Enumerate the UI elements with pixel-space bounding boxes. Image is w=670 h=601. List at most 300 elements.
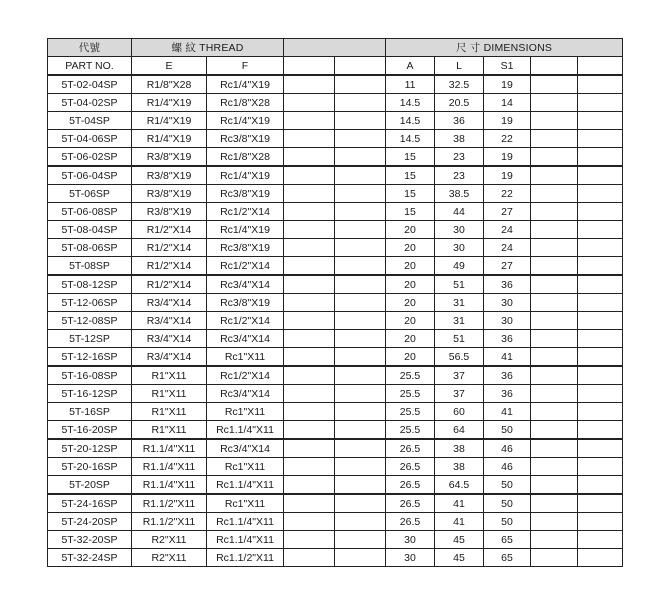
table-row [48,330,623,348]
table-row [48,385,623,403]
blank-cell [284,112,335,130]
blank-cell [578,221,623,239]
dim-a-cell: 30 [386,531,435,549]
blank-cell [335,403,386,421]
part-no-cell: 5T-16-20SP [48,421,132,440]
blank-cell [578,185,623,203]
thread-e-cell: R3/8"X19 [132,166,207,185]
blank-cell [335,439,386,458]
part-no-cell: 5T-08-06SP [48,239,132,257]
blank-cell [284,275,335,294]
dim-l-cell: 51 [435,330,484,348]
dim-a-cell: 25.5 [386,421,435,440]
part-no-cell: 5T-02-04SP [48,75,132,94]
thread-e-cell: R1/2"X14 [132,239,207,257]
f-header: F [207,57,284,76]
blank-cell [284,185,335,203]
dim-s1-cell: 24 [484,239,531,257]
blank-cell [335,75,386,94]
blank-cell [284,458,335,476]
thread-e-cell: R1.1/2"X11 [132,494,207,513]
table-row [48,275,623,294]
blank-cell [578,239,623,257]
blank-cell [578,476,623,495]
part-no-cell: 5T-20-12SP [48,439,132,458]
thread-f-cell: Rc1.1/4"X11 [207,531,284,549]
dim-l-cell: 64.5 [435,476,484,495]
dim-a-cell: 26.5 [386,494,435,513]
dim-a-cell: 20 [386,348,435,367]
dim-l-cell: 37 [435,385,484,403]
part-no-cell: 5T-12-06SP [48,294,132,312]
a-header: A [386,57,435,76]
dim-s1-cell: 41 [484,403,531,421]
thread-e-cell: R1"X11 [132,403,207,421]
dim-a-cell: 14.5 [386,130,435,148]
thread-e-cell: R1.1/4"X11 [132,439,207,458]
blank-cell [578,366,623,385]
part-no-header: PART NO. [48,57,132,76]
thread-e-cell: R1"X11 [132,385,207,403]
dim-l-cell: 45 [435,531,484,549]
table-row [48,531,623,549]
dim-s1-cell: 41 [484,348,531,367]
thread-f-cell: Rc3/8"X19 [207,130,284,148]
dim-a-cell: 25.5 [386,366,435,385]
blank-cell [284,203,335,221]
dim-s1-cell: 36 [484,275,531,294]
dim-s1-cell: 36 [484,330,531,348]
blank-cell [531,294,578,312]
dim-l-cell: 23 [435,148,484,167]
thread-e-cell: R2"X11 [132,531,207,549]
table-row [48,312,623,330]
blank-cell [335,221,386,239]
thread-e-cell: R1.1/2"X11 [132,513,207,531]
blank-cell [335,476,386,495]
thread-e-cell: R1/8"X28 [132,75,207,94]
blank-cell [531,385,578,403]
dim-a-cell: 15 [386,203,435,221]
header-row-1 [48,39,623,57]
table-row [48,403,623,421]
thread-f-cell: Rc1"X11 [207,494,284,513]
blank-cell [578,275,623,294]
dim-a-cell: 14.5 [386,112,435,130]
blank-cell [284,348,335,367]
blank-header-cell [284,57,335,76]
dim-s1-cell: 14 [484,94,531,112]
table-row [48,112,623,130]
blank-cell [531,531,578,549]
dim-s1-cell: 36 [484,385,531,403]
dim-l-cell: 36 [435,112,484,130]
dim-a-cell: 11 [386,75,435,94]
blank-cell [335,549,386,567]
dim-s1-cell: 36 [484,366,531,385]
thread-f-cell: Rc1/8"X28 [207,148,284,167]
part-no-cell: 5T-12-16SP [48,348,132,367]
thread-f-cell: Rc1"X11 [207,403,284,421]
table-row [48,148,623,167]
blank-cell [531,330,578,348]
dim-l-cell: 31 [435,294,484,312]
blank-cell [284,94,335,112]
table-row [48,130,623,148]
blank-cell [531,185,578,203]
dim-s1-cell: 19 [484,148,531,167]
blank-cell [531,203,578,221]
part-header-cn: 代號 [48,39,132,57]
dim-s1-cell: 27 [484,203,531,221]
blank-cell [335,348,386,367]
thread-e-cell: R1/2"X14 [132,275,207,294]
thread-f-cell: Rc3/8"X19 [207,294,284,312]
thread-f-cell: Rc1.1/4"X11 [207,476,284,495]
part-no-cell: 5T-08SP [48,257,132,276]
blank-cell [531,439,578,458]
dim-s1-cell: 50 [484,476,531,495]
blank-cell [284,294,335,312]
dim-a-cell: 20 [386,221,435,239]
blank-cell [531,312,578,330]
dim-a-cell: 20 [386,275,435,294]
dim-s1-cell: 30 [484,294,531,312]
blank-cell [335,148,386,167]
blank-cell [284,330,335,348]
thread-e-cell: R3/4"X14 [132,312,207,330]
part-no-cell: 5T-16-08SP [48,366,132,385]
blank-cell [531,403,578,421]
blank-cell [531,476,578,495]
dim-l-cell: 44 [435,203,484,221]
thread-f-cell: Rc3/4"X14 [207,275,284,294]
blank-cell [284,312,335,330]
blank-cell [578,330,623,348]
blank-cell [578,166,623,185]
dim-a-cell: 20 [386,294,435,312]
thread-e-cell: R3/8"X19 [132,185,207,203]
blank-cell [578,257,623,276]
blank-cell [531,239,578,257]
dim-a-cell: 26.5 [386,513,435,531]
blank-cell [335,312,386,330]
part-no-cell: 5T-04-02SP [48,94,132,112]
dim-a-cell: 14.5 [386,94,435,112]
blank-cell [578,439,623,458]
dim-a-cell: 25.5 [386,385,435,403]
part-no-cell: 5T-16SP [48,403,132,421]
dim-a-cell: 15 [386,166,435,185]
blank-cell [531,148,578,167]
blank-cell [284,494,335,513]
dim-a-cell: 20 [386,239,435,257]
blank-header-cell [578,57,623,76]
part-no-cell: 5T-12-08SP [48,312,132,330]
table-row [48,203,623,221]
table-row [48,549,623,567]
thread-f-cell: Rc1/8"X28 [207,94,284,112]
thread-f-cell: Rc1/4"X19 [207,112,284,130]
part-no-cell: 5T-04-06SP [48,130,132,148]
blank-cell [531,366,578,385]
dim-s1-cell: 50 [484,513,531,531]
dim-l-cell: 38.5 [435,185,484,203]
thread-f-cell: Rc3/8"X19 [207,239,284,257]
thread-e-cell: R1/2"X14 [132,257,207,276]
dim-s1-cell: 19 [484,112,531,130]
blank-cell [335,94,386,112]
thread-f-cell: Rc1/2"X14 [207,203,284,221]
dim-l-cell: 31 [435,312,484,330]
table-row [48,221,623,239]
dim-s1-cell: 30 [484,312,531,330]
thread-f-cell: Rc1.1/4"X11 [207,513,284,531]
dim-l-cell: 49 [435,257,484,276]
blank-cell [531,257,578,276]
blank-cell [531,275,578,294]
dim-l-cell: 23 [435,166,484,185]
dim-s1-cell: 27 [484,257,531,276]
blank-cell [578,385,623,403]
dim-l-cell: 51 [435,275,484,294]
table-row [48,494,623,513]
blank-cell [531,75,578,94]
blank-cell [284,439,335,458]
blank-cell [335,130,386,148]
part-no-cell: 5T-06SP [48,185,132,203]
blank-cell [284,366,335,385]
dim-l-cell: 30 [435,239,484,257]
part-no-cell: 5T-08-12SP [48,275,132,294]
blank-cell [531,130,578,148]
table-row [48,185,623,203]
blank-cell [284,549,335,567]
blank-cell [284,221,335,239]
blank-cell [531,112,578,130]
blank-header-cell [335,57,386,76]
blank-cell [284,403,335,421]
blank-cell [531,94,578,112]
thread-f-cell: Rc1/2"X14 [207,312,284,330]
blank-cell [284,257,335,276]
blank-cell [578,513,623,531]
table-row [48,239,623,257]
s1-header: S1 [484,57,531,76]
dim-a-cell: 30 [386,549,435,567]
blank-cell [335,366,386,385]
thread-e-cell: R3/8"X19 [132,148,207,167]
blank-cell [284,421,335,440]
dim-s1-cell: 19 [484,75,531,94]
blank-cell [335,385,386,403]
blank-cell [531,549,578,567]
table-row [48,294,623,312]
part-no-cell: 5T-08-04SP [48,221,132,239]
blank-cell [335,294,386,312]
thread-f-cell: Rc1"X11 [207,458,284,476]
part-no-cell: 5T-32-24SP [48,549,132,567]
table-row [48,513,623,531]
dim-a-cell: 20 [386,312,435,330]
thread-f-cell: Rc1/4"X19 [207,221,284,239]
thread-f-cell: Rc3/4"X14 [207,439,284,458]
thread-e-cell: R1/4"X19 [132,112,207,130]
part-no-cell: 5T-32-20SP [48,531,132,549]
blank-cell [284,166,335,185]
thread-e-cell: R3/4"X14 [132,348,207,367]
dim-a-cell: 15 [386,185,435,203]
dim-a-cell: 26.5 [386,476,435,495]
dim-s1-cell: 65 [484,531,531,549]
thread-e-cell: R1.1/4"X11 [132,458,207,476]
blank-cell [531,348,578,367]
dim-l-cell: 20.5 [435,94,484,112]
dim-s1-cell: 46 [484,458,531,476]
dim-l-cell: 37 [435,366,484,385]
dim-l-cell: 38 [435,458,484,476]
blank-cell [284,148,335,167]
blank-cell [335,513,386,531]
dimensions-table [47,38,623,567]
dim-l-cell: 30 [435,221,484,239]
thread-e-cell: R3/4"X14 [132,330,207,348]
blank-header-cell [531,57,578,76]
part-no-cell: 5T-20-16SP [48,458,132,476]
part-no-cell: 5T-04SP [48,112,132,130]
blank-cell [578,203,623,221]
part-no-cell: 5T-16-12SP [48,385,132,403]
l-header: L [435,57,484,76]
dim-a-cell: 20 [386,330,435,348]
dim-s1-cell: 46 [484,439,531,458]
thread-e-cell: R1"X11 [132,421,207,440]
blank-cell [578,549,623,567]
blank-cell [578,312,623,330]
blank-cell [578,294,623,312]
blank-cell [284,130,335,148]
blank-cell [531,421,578,440]
blank-cell [531,221,578,239]
e-header: E [132,57,207,76]
thread-f-cell: Rc1.1/4"X11 [207,421,284,440]
dim-s1-cell: 22 [484,185,531,203]
part-no-cell: 5T-06-02SP [48,148,132,167]
table-row [48,476,623,495]
dim-a-cell: 26.5 [386,458,435,476]
blank-cell [578,421,623,440]
thread-header: 螺 紋 THREAD [132,39,284,57]
part-no-cell: 5T-06-04SP [48,166,132,185]
blank-cell [335,257,386,276]
thread-e-cell: R1"X11 [132,366,207,385]
table-row [48,421,623,440]
dim-s1-cell: 22 [484,130,531,148]
dim-s1-cell: 65 [484,549,531,567]
blank-cell [578,348,623,367]
dim-l-cell: 32.5 [435,75,484,94]
dim-a-cell: 15 [386,148,435,167]
blank-cell [531,458,578,476]
blank-cell [335,203,386,221]
blank-cell [284,385,335,403]
blank-cell [335,112,386,130]
dim-l-cell: 56.5 [435,348,484,367]
blank-cell [578,112,623,130]
blank-cell [578,94,623,112]
thread-f-cell: Rc3/4"X14 [207,330,284,348]
thread-f-cell: Rc3/4"X14 [207,385,284,403]
part-no-cell: 5T-12SP [48,330,132,348]
thread-e-cell: R3/8"X19 [132,203,207,221]
part-no-cell: 5T-24-20SP [48,513,132,531]
blank-cell [578,130,623,148]
thread-e-cell: R1/4"X19 [132,94,207,112]
blank-cell [335,166,386,185]
blank-cell [578,403,623,421]
blank-cell [335,421,386,440]
part-no-cell: 5T-24-16SP [48,494,132,513]
dim-s1-cell: 50 [484,494,531,513]
table-row [48,257,623,276]
blank-cell [335,330,386,348]
dim-a-cell: 26.5 [386,439,435,458]
blank-cell [578,531,623,549]
thread-e-cell: R3/4"X14 [132,294,207,312]
blank-cell [531,166,578,185]
dim-l-cell: 45 [435,549,484,567]
dim-l-cell: 38 [435,439,484,458]
blank-cell [578,148,623,167]
dim-l-cell: 38 [435,130,484,148]
dim-a-cell: 20 [386,257,435,276]
dim-s1-cell: 19 [484,166,531,185]
dimensions-header: 尺 寸 DIMENSIONS [386,39,623,57]
part-no-cell: 5T-06-08SP [48,203,132,221]
dim-s1-cell: 24 [484,221,531,239]
thread-f-cell: Rc3/8"X19 [207,185,284,203]
table-row [48,75,623,94]
blank-cell [284,476,335,495]
thread-f-cell: Rc1"X11 [207,348,284,367]
dim-s1-cell: 50 [484,421,531,440]
table-row [48,458,623,476]
blank-cell [335,458,386,476]
blank-cell [531,494,578,513]
blank-cell [284,513,335,531]
dim-l-cell: 41 [435,494,484,513]
thread-e-cell: R1/4"X19 [132,130,207,148]
thread-f-cell: Rc1/2"X14 [207,366,284,385]
blank-cell [578,458,623,476]
table-row [48,348,623,367]
thread-e-cell: R1/2"X14 [132,221,207,239]
blank-cell [284,531,335,549]
blank-cell [284,75,335,94]
blank-cell [335,531,386,549]
blank-cell [335,239,386,257]
table-row [48,439,623,458]
blank-header [284,39,386,57]
thread-e-cell: R1.1/4"X11 [132,476,207,495]
blank-cell [578,75,623,94]
table-row [48,166,623,185]
dim-l-cell: 41 [435,513,484,531]
thread-f-cell: Rc1/2"X14 [207,257,284,276]
table-row [48,366,623,385]
thread-f-cell: Rc1/4"X19 [207,75,284,94]
blank-cell [335,275,386,294]
